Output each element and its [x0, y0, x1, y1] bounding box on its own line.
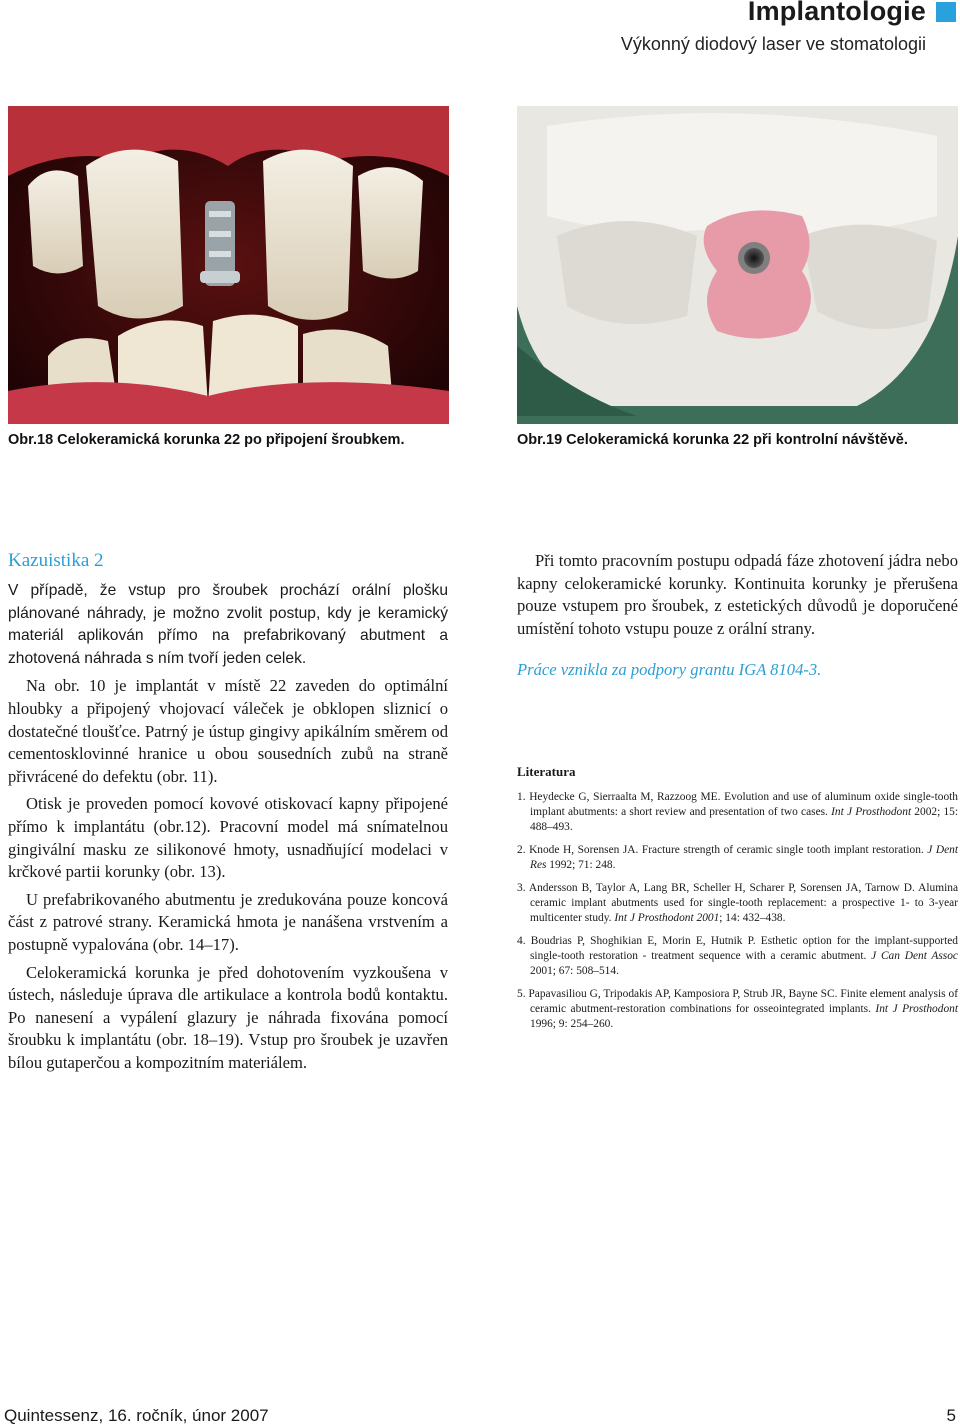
case-study-heading: Kazuistika 2	[8, 550, 104, 571]
body-paragraph: Otisk je proveden pomocí kovové otiskovací kapny připojené přímo k implantátu (obr.12). Pracovní model má snímatelnou gingivální masku ze silikonové hmoty, usnadňující modelaci v krčkové partii korunky (obr. 13).	[8, 794, 448, 882]
grant-acknowledgement: Práce vznikla za podpory grantu IGA 8104-3.	[517, 660, 822, 680]
reference-item: 4. Boudrias P, Shoghikian E, Morin E, Hutnik P. Esthetic option for the implant-supported single-tooth restoration - treatment sequence with a ceramic abutment. J Can Dent Assoc 2001; 67: 508–514.	[517, 935, 958, 978]
body-paragraph: Celokeramická korunka je před dohotovením vyzkoušena v ústech, následuje úprava dle artikulace a kontrola bodů kontaktu. Po nanesení a vypálení glazury je náhrada fixována pomocí šroubku k implantátu (obr. 18–19). Vstup pro šroubek je uzavřen bílou gutaperčou a kompozitním materiálem.	[8, 962, 448, 1072]
section-accent-square-icon	[936, 2, 956, 22]
section-subtitle: Výkonný diodový laser ve stomatologii	[620, 34, 926, 54]
body-paragraph: Při tomto pracovním postupu odpadá fáze zhotovení jádra nebo kapny celokeramické korunky. Kontinuita korunky je přerušena pouze vstupem pro šroubek, z estetických důvodů je doporučené umístění tohoto vstupu pouze z orální strany.	[517, 551, 958, 638]
literature-heading: Literatura	[517, 764, 576, 780]
body-paragraph: V případě, že vstup pro šroubek prochází orální plošku plánované náhrady, je možno zvolit postup, kdy je keramický materiál aplikován přímo na prefabrikovaný abutment a zhotovená náhrada s ním tvoří jeden celek.	[8, 582, 448, 667]
figure-19-photo	[517, 106, 958, 424]
left-column	[8, 550, 448, 1079]
body-paragraph: Na obr. 10 je implantát v místě 22 zaveden do optimální hloubky a připojený vhojovací váleček je obklopen sliznicí o dostatečné tloušťce. Patrný je ústup gingivy apikálním směrem od cementosklovinné hranice u obou sousedních zubů na straně přivrácené do defektu (obr. 11).	[8, 676, 448, 786]
figure-18-photo	[8, 106, 449, 424]
reference-item: 3. Andersson B, Taylor A, Lang BR, Scheller H, Scharer P, Sorensen JA, Tarnow D. Alumina ceramic implant abutments used for single-tooth replacement: a prospective 1- to 3-year multicenter study. Int J Prosthodont 2001; 14: 432–438.	[517, 882, 958, 925]
section-title: Implantologie	[747, 0, 926, 26]
reference-item: 2. Knode H, Sorensen JA. Fracture strength of ceramic single tooth implant restoration. J Dent Res 1992; 71: 248.	[517, 844, 958, 872]
right-column	[517, 550, 958, 1040]
journal-footer: Quintessenz, 16. ročník, únor 2007	[4, 1406, 269, 1425]
body-paragraph: U prefabrikovaného abutmentu je zredukována pouze koncová část z patrové strany. Keramická hmota je nanášena vrstvením a postupně vypalována (obr. 14–17).	[8, 889, 448, 954]
plaster-model-photo-icon	[517, 106, 958, 424]
reference-list	[517, 790, 958, 1032]
page-number: 5	[946, 1406, 956, 1425]
reference-item: 5. Papavasiliou G, Tripodakis AP, Kamposiora P, Strub JR, Bayne SC. Finite element analysis of ceramic abutment-restoration combinations for osseointegrated implants. Int J Prosthodont 1996; 9: 254–260.	[517, 988, 958, 1031]
figure-19-caption: Obr.19 Celokeramická korunka 22 při kontrolní návštěvě.	[517, 432, 908, 448]
figure-18-caption: Obr.18 Celokeramická korunka 22 po připojení šroubkem.	[8, 432, 405, 448]
intraoral-photo-icon	[8, 106, 449, 424]
reference-item: 1. Heydecke G, Sierraalta M, Razzoog ME. Evolution and use of aluminum oxide single-tooth implant abutments: a short review and presentation of two cases. Int J Prosthodont 2002; 15: 488–493.	[517, 791, 958, 834]
